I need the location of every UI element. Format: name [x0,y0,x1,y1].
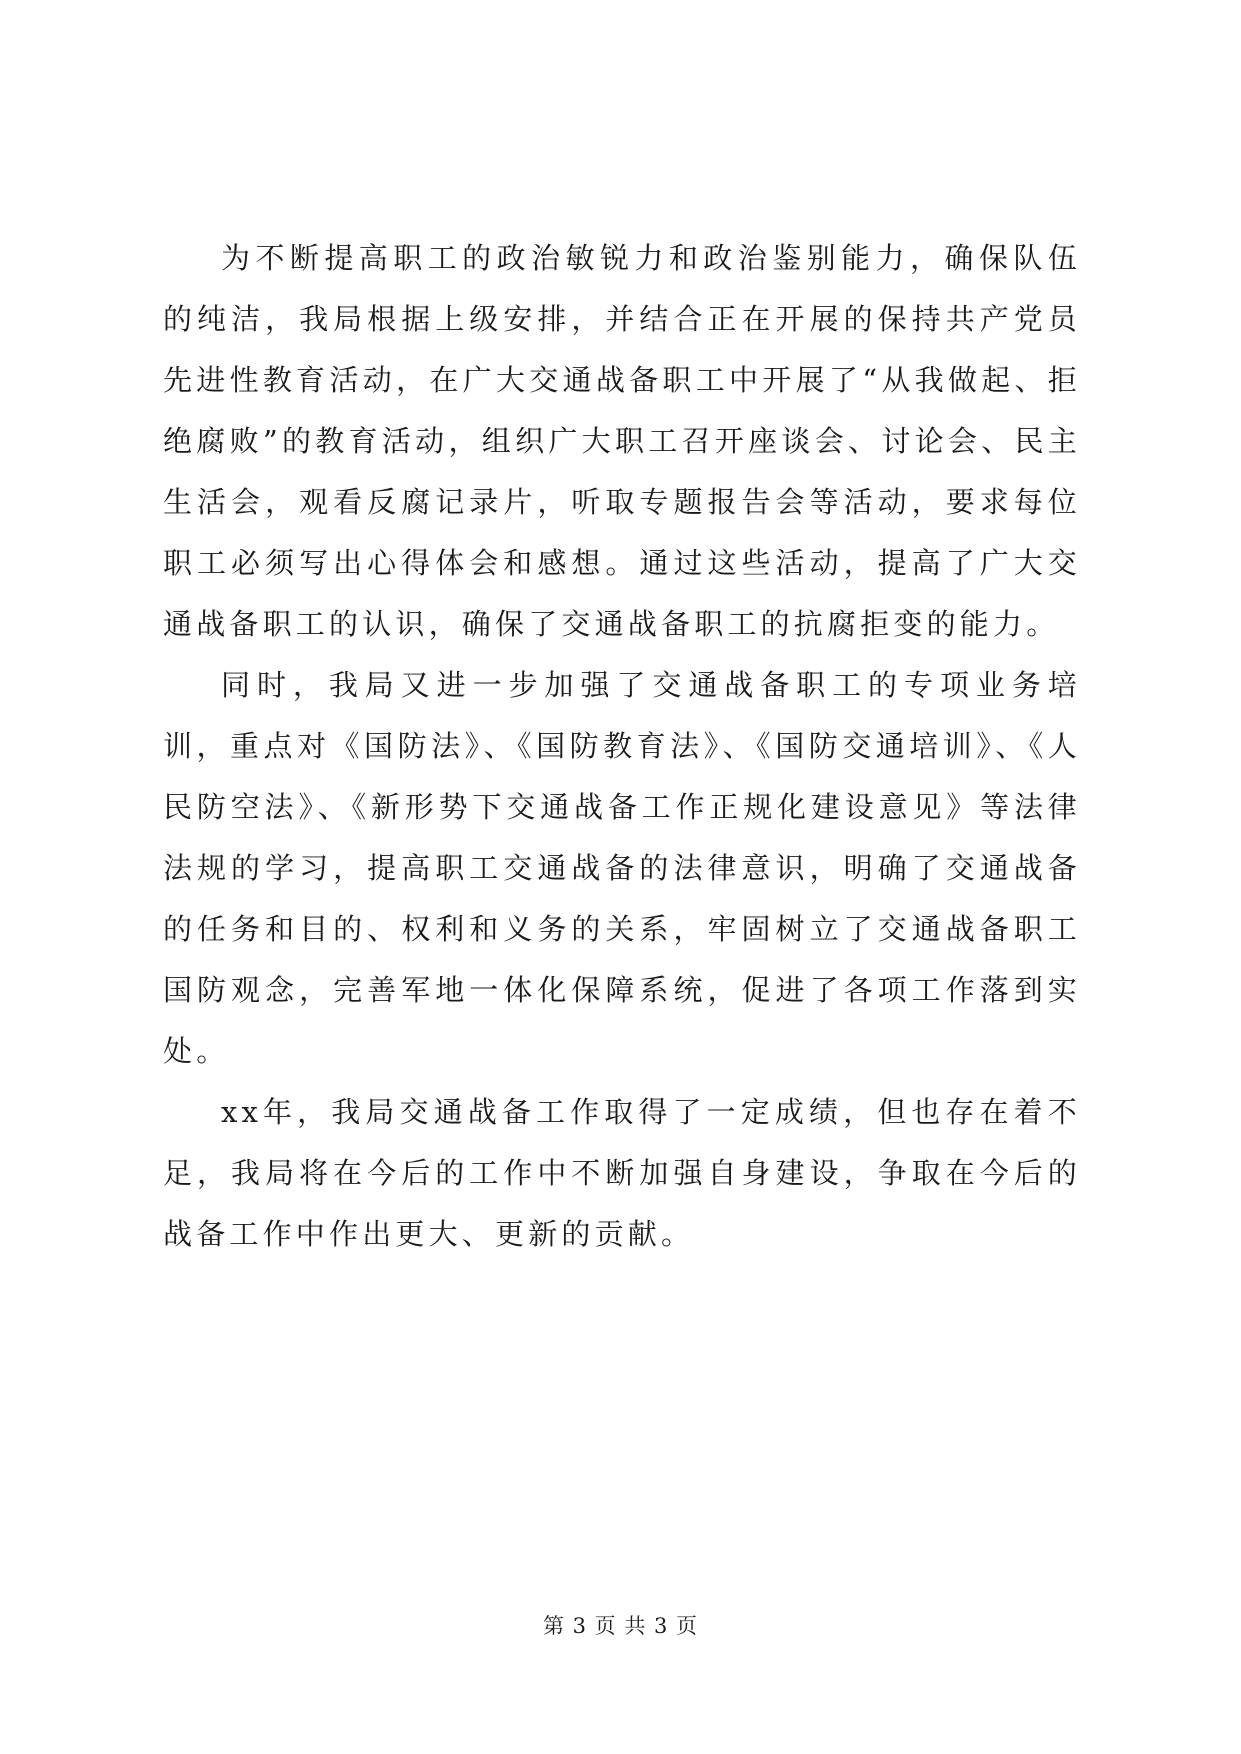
paragraph-annual-summary: xx年，我局交通战备工作取得了一定成绩，但也存在着不足，我局将在今后的工作中不断加强自身建设，争取在今后的战备工作中作出更大、更新的贡献。 [163,1095,1081,1251]
document-body [163,228,1081,1265]
page-number-footer: 第 3 页 共 3 页 [542,1614,699,1638]
paragraph-political-education: 为不断提高职工的政治敏锐力和政治鉴别能力，确保队伍的纯洁，我局根据上级安排，并结合正在开展的保持共产党员先进性教育活动，在广大交通战备职工中开展了“从我做起、拒绝腐败”的教育活动，组织广大职工召开座谈会、讨论会、民主生活会，观看反腐记录片，听取专题报告会等活动，要求每位职工必须写出心得体会和感想。通过这些活动，提高了广大交通战备职工的认识，确保了交通战备职工的抗腐拒变的能力。 [163,241,1081,641]
paragraph-professional-training: 同时，我局又进一步加强了交通战备职工的专项业务培训，重点对《国防法》、《国防教育法》、《国防交通培训》、《人民防空法》、《新形势下交通战备工作正规化建设意见》等法律法规的学习，提高职工交通战备的法律意识，明确了交通战备的任务和目的、权利和义务的关系，牢固树立了交通战备职工国防观念，完善军地一体化保障系统，促进了各项工作落到实处。 [163,668,1081,1068]
